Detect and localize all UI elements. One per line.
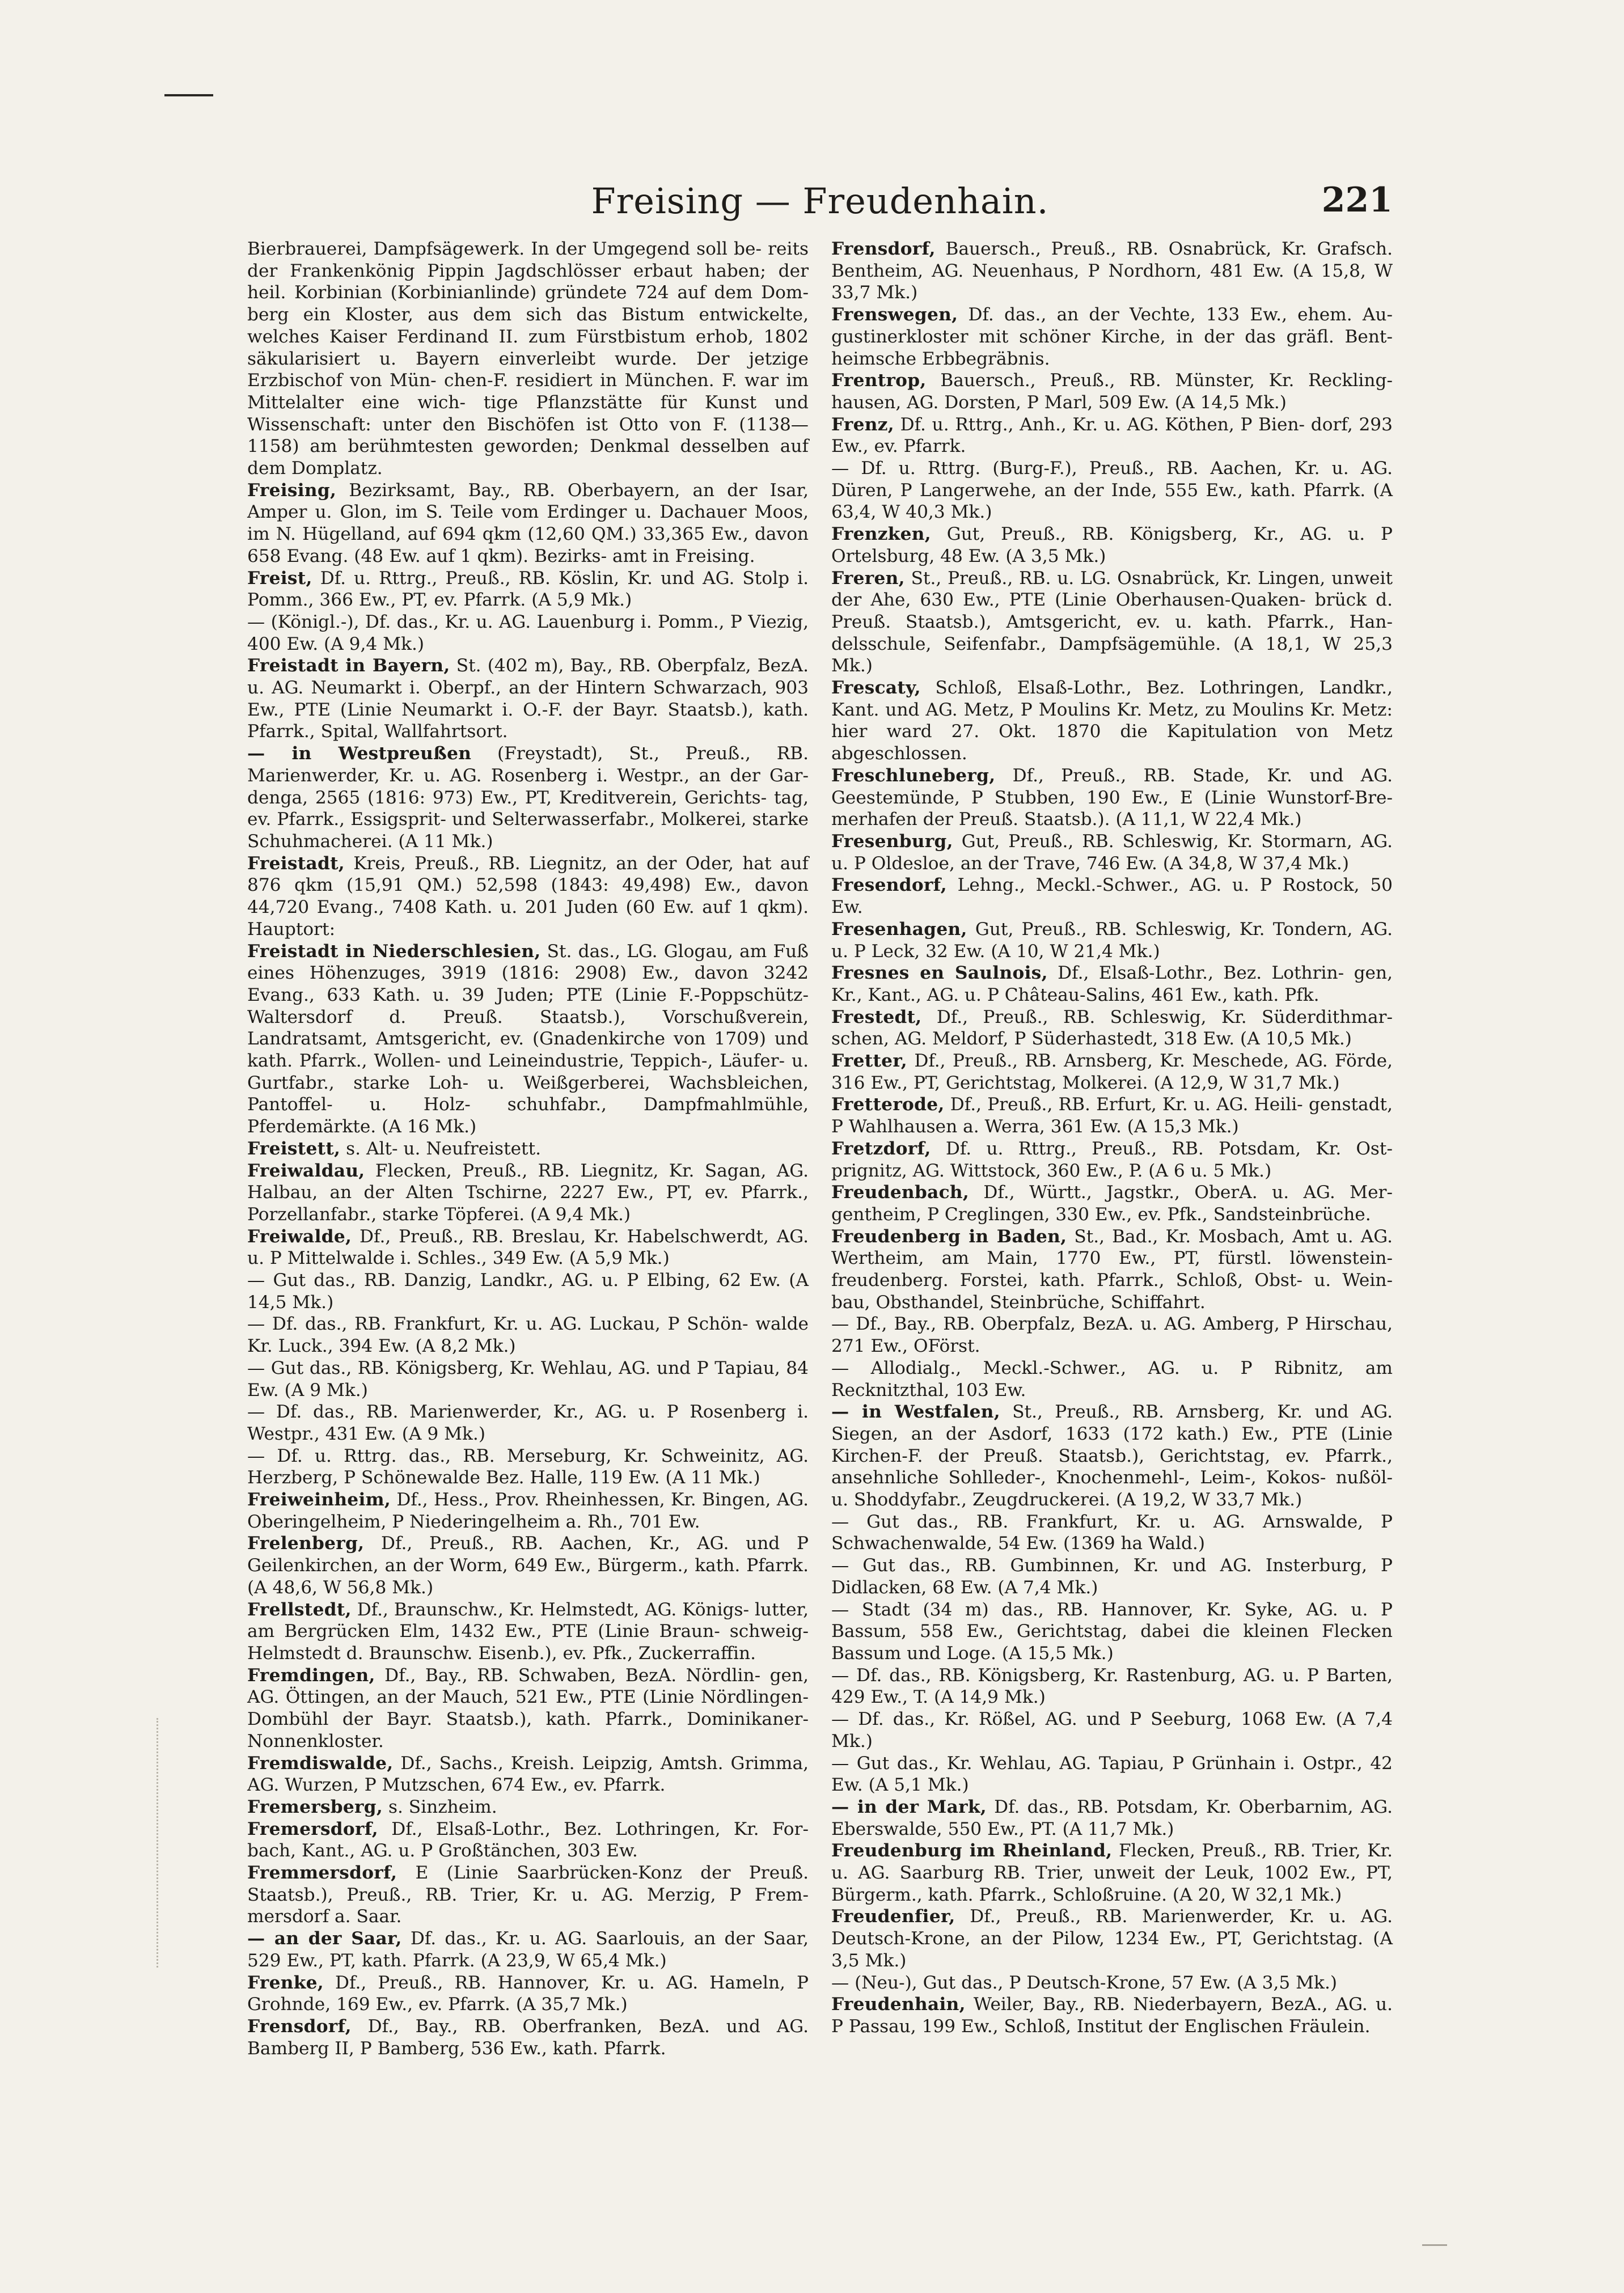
gazetteer-entry bbox=[831, 1796, 1393, 1840]
entry-headword: Freudenburg im Rheinland, bbox=[831, 1841, 1113, 1862]
gazetteer-entry bbox=[831, 874, 1393, 918]
gazetteer-entry bbox=[247, 1401, 809, 1445]
entry-headword: Fremmersdorf, bbox=[247, 1863, 397, 1884]
entry-text: Df., Preuß., RB. Aachen, Kr., AG. und P Geilenkirchen, an der Worm, 649 Ew., Bürgerm., kath. Pfarrk. (A 48,6, W 56,8 Mk.) bbox=[247, 1533, 809, 1598]
entry-text: — Gut das., RB. Frankfurt, Kr. u. AG. Arnswalde, P Schwachenwalde, 54 Ew. (1369 ha Wald.) bbox=[831, 1511, 1393, 1554]
entry-text: — Df., Bay., RB. Oberpfalz, BezA. u. AG. Amberg, P Hirschau, 271 Ew., OFörst. bbox=[831, 1314, 1393, 1357]
entry-text: Kreis, Preuß., RB. Liegnitz, an der Oder, hat auf 876 qkm (15,91 QM.) 52,598 (1843: 49,498) Ew., davon 44,720 Evang., 7408 Kath. u. 201 Juden (60 Ew. auf 1 qkm). Hauptort: bbox=[247, 853, 809, 940]
gazetteer-entry bbox=[247, 941, 809, 1138]
gazetteer-entry bbox=[831, 1006, 1393, 1050]
entry-headword: Fretterode, bbox=[831, 1094, 945, 1115]
entry-headword: Frenzken, bbox=[831, 524, 931, 545]
entry-text: St. (402 m), Bay., RB. Oberpfalz, BezA. u. AG. Neumarkt i. Oberpf., an der Hintern Schwarzach, 903 Ew., PTE (Linie Neumarkt i. O.-F. der Bayr. Staatsb.), kath. Pfarrk., Spital, Wallfahrtsort. bbox=[247, 655, 809, 742]
entry-text: Df., Preuß., RB. Breslau, Kr. Habelschwerdt, AG. u. P Mittelwalde i. Schles., 349 Ew. (A 5,9 Mk.) bbox=[247, 1226, 809, 1269]
entry-text: — Stadt (34 m) das., RB. Hannover, Kr. Syke, AG. u. P Bassum, 558 Ew., Gerichtstag, dabei die kleinen Flecken Bassum und Loge. (A 15,5 Mk.) bbox=[831, 1599, 1393, 1664]
gazetteer-entry bbox=[247, 1796, 809, 1818]
entry-headword: Fretzdorf, bbox=[831, 1138, 931, 1159]
gazetteer-entry bbox=[831, 1840, 1393, 1906]
entry-text: — Gut das., RB. Danzig, Landkr., AG. u. P Elbing, 62 Ew. (A 14,5 Mk.) bbox=[247, 1270, 809, 1313]
entry-headword: Freudenbach, bbox=[831, 1182, 970, 1203]
gazetteer-entry bbox=[247, 480, 809, 568]
entry-headword: Fremdingen, bbox=[247, 1665, 375, 1686]
entry-headword: — in der Mark, bbox=[831, 1796, 987, 1817]
entry-text: — Allodialg., Meckl.-Schwer., AG. u. P Ribnitz, am Recknitzthal, 103 Ew. bbox=[831, 1357, 1393, 1401]
gazetteer-entry bbox=[831, 1094, 1393, 1137]
gazetteer-entry bbox=[247, 1270, 809, 1313]
entry-headword: Freren, bbox=[831, 568, 905, 589]
entry-text: — Df. u. Rttrg. (Burg-F.), Preuß., RB. Aachen, Kr. u. AG. Düren, P Langerwehe, an der Inde, 555 Ew., kath. Pfarrk. (A 63,4, W 40,3 Mk.) bbox=[831, 458, 1393, 523]
entry-text: s. Alt- u. Neufreistett. bbox=[340, 1138, 542, 1159]
left-column bbox=[247, 238, 809, 2059]
gazetteer-entry bbox=[831, 414, 1393, 458]
entry-text: Df., Braunschw., Kr. Helmstedt, AG. Königs- lutter, am Bergrücken Elm, 1432 Ew., PTE (Linie Braun- schweig-Helmstedt d. Braunschw. Eisenb.), ev. Pfk., Zuckerraffin. bbox=[247, 1599, 809, 1664]
gazetteer-entry bbox=[247, 1138, 809, 1160]
page-number: 221 bbox=[1321, 180, 1393, 220]
entry-headword: Fresendorf, bbox=[831, 875, 947, 896]
entry-headword: Freiwaldau, bbox=[247, 1160, 365, 1181]
entry-text: Df., Elsaß-Lothr., Bez. Lothringen, Kr. For- bach, Kant., AG. u. P Großtänchen, 303 Ew. bbox=[247, 1818, 809, 1862]
entry-text: Df., Preuß., RB. Hannover, Kr. u. AG. Hameln, P Grohnde, 169 Ew., ev. Pfarrk. (A 35,7 Mk.) bbox=[247, 1972, 809, 2015]
entry-text: — Df. u. Rttrg. das., RB. Merseburg, Kr. Schweinitz, AG. Herzberg, P Schönewalde Bez. Halle, 119 Ew. (A 11 Mk.) bbox=[247, 1445, 809, 1488]
gazetteer-entry bbox=[831, 1182, 1393, 1225]
entry-text: Df., Württ., Jagstkr., OberA. u. AG. Mer- gentheim, P Creglingen, 330 Ew., ev. Pfk., Sandsteinbrüche. bbox=[831, 1182, 1393, 1225]
entry-text: — Df. das., RB. Königsberg, Kr. Rastenburg, AG. u. P Barten, 429 Ew., T. (A 14,9 Mk.) bbox=[831, 1665, 1393, 1708]
entry-text: St., Preuß., RB. u. LG. Osnabrück, Kr. Lingen, unweit der Ahe, 630 Ew., PTE (Linie Oberhausen-Quaken- brück d. Preuß. Staatsb.), Amtsgericht, ev. u. kath. Pfarrk., Han- delsschule, Seifenfabr., Dampfsägemühle. (A 18,1, W 25,3 Mk.) bbox=[831, 568, 1393, 676]
entry-text: Df., Preuß., RB. Erfurt, Kr. u. AG. Heili- genstadt, P Wahlhausen a. Werra, 361 Ew. (A 15,3 Mk.) bbox=[831, 1094, 1393, 1137]
gazetteer-entry bbox=[831, 458, 1393, 523]
entry-headword: Freiweinheim, bbox=[247, 1490, 391, 1511]
gazetteer-entry bbox=[247, 1972, 809, 2016]
entry-headword: Freistadt in Niederschlesien, bbox=[247, 941, 541, 962]
entry-text: St., Preuß., RB. Arnsberg, Kr. und AG. Siegen, an der Asdorf, 1633 (172 kath.) Ew., PTE (Linie Kirchen-F. der Preuß. Staatsb.), Gerichtstag, ev. Pfarrk., ansehnliche Sohlleder-, Knochenmehl-, Leim-, Kokos- nußöl- u. Shoddyfabr., Zeugdruckerei. (A 19,2, W 33,7 Mk.) bbox=[831, 1402, 1393, 1511]
entry-headword: Fremersdorf, bbox=[247, 1818, 378, 1839]
gazetteer-entry bbox=[247, 743, 809, 853]
gazetteer-entry bbox=[247, 1226, 809, 1270]
entry-text: E (Linie Saarbrücken-Konz der Preuß. Staatsb.), Preuß., RB. Trier, Kr. u. AG. Merzig, P Frem- mersdorf a. Saar. bbox=[247, 1863, 809, 1927]
margin-scan-artifact bbox=[157, 1718, 160, 1968]
gazetteer-entry bbox=[831, 1994, 1393, 2037]
entry-text: Df. das., RB. Potsdam, Kr. Oberbarnim, AG. Eberswalde, 550 Ew., PT. (A 11,7 Mk.) bbox=[831, 1796, 1393, 1839]
entry-text: — Gut das., RB. Gumbinnen, Kr. und AG. Insterburg, P Didlacken, 68 Ew. (A 7,4 Mk.) bbox=[831, 1555, 1393, 1598]
gazetteer-entry bbox=[247, 1665, 809, 1753]
entry-headword: Freschluneberg, bbox=[831, 765, 996, 786]
entry-headword: Frescaty, bbox=[831, 678, 921, 699]
entry-text: Bauersch., Preuß., RB. Münster, Kr. Reckling- hausen, AG. Dorsten, P Marl, 509 Ew. (A 14,5 Mk.) bbox=[831, 370, 1393, 413]
entry-headword: Freist, bbox=[247, 568, 312, 589]
entry-headword: Frensdorf, bbox=[247, 2016, 352, 2037]
gazetteer-entry bbox=[247, 568, 809, 611]
gazetteer-entry bbox=[831, 568, 1393, 678]
gazetteer-entry bbox=[247, 1489, 809, 1533]
gazetteer-entry bbox=[831, 523, 1393, 567]
entry-text: Bauersch., Preuß., RB. Osnabrück, Kr. Grafsch. Bentheim, AG. Neuenhaus, P Nordhorn, 481 Ew. (A 15,8, W 33,7 Mk.) bbox=[831, 239, 1393, 303]
entry-text: Flecken, Preuß., RB. Liegnitz, Kr. Sagan, AG. Halbau, an der Alten Tschirne, 2227 Ew., PT, ev. Pfarrk., Porzellanfabr., starke Töpferei. (A 9,4 Mk.) bbox=[247, 1160, 809, 1225]
gazetteer-entry bbox=[831, 1511, 1393, 1555]
entry-text: Df. das., an der Vechte, 133 Ew., ehem. Au- gustinerkloster mit schöner Kirche, in der das gräfl. Bent- heimsche Erbbegräbnis. bbox=[831, 304, 1393, 369]
entry-text: Df. u. Rttrg., Preuß., RB. Potsdam, Kr. Ost- prignitz, AG. Wittstock, 360 Ew., P. (A 6 u. 5 Mk.) bbox=[831, 1138, 1393, 1181]
entry-text: Df., Bay., RB. Schwaben, BezA. Nördlin- gen, AG. Öttingen, an der Mauch, 521 Ew., PTE (Linie Nördlingen-Dombühl der Bayr. Staatsb.), kath. Pfarrk., Dominikaner-Nonnenkloster. bbox=[247, 1665, 809, 1752]
gazetteer-entry bbox=[247, 1818, 809, 1862]
gazetteer-entry bbox=[831, 1665, 1393, 1708]
entry-text: Df. u. Rttrg., Preuß., RB. Köslin, Kr. und AG. Stolp i. Pomm., 366 Ew., PT, ev. Pfarrk. (A 5,9 Mk.) bbox=[247, 568, 809, 611]
gazetteer-entry bbox=[247, 1533, 809, 1598]
entry-text: Weiler, Bay., RB. Niederbayern, BezA., AG. u. P Passau, 199 Ew., Schloß, Institut der Englischen Fräulein. bbox=[831, 1994, 1393, 2037]
entry-headword: Freising, bbox=[247, 480, 337, 501]
entry-headword: Fresenburg, bbox=[831, 831, 953, 852]
gazetteer-entry bbox=[247, 853, 809, 941]
gazetteer-entry bbox=[247, 1753, 809, 1796]
gazetteer-entry bbox=[247, 2016, 809, 2059]
entry-headword: Frenz, bbox=[831, 414, 894, 435]
gazetteer-entry bbox=[247, 1862, 809, 1928]
gazetteer-entry bbox=[831, 1599, 1393, 1665]
entry-text: Df., Bay., RB. Oberfranken, BezA. und AG. Bamberg II, P Bamberg, 536 Ew., kath. Pfarrk. bbox=[247, 2016, 809, 2059]
scan-edge-mark bbox=[164, 94, 213, 96]
entry-headword: Freistett, bbox=[247, 1138, 341, 1159]
entry-headword: Frellstedt, bbox=[247, 1599, 352, 1620]
gazetteer-entry bbox=[247, 1313, 809, 1357]
entry-headword: — an der Saar, bbox=[247, 1928, 402, 1949]
gazetteer-entry bbox=[831, 1555, 1393, 1598]
entry-headword: Frenswegen, bbox=[831, 304, 958, 325]
gazetteer-entry bbox=[831, 238, 1393, 304]
entry-text: — Df. das., RB. Marienwerder, Kr., AG. u. P Rosenberg i. Westpr., 431 Ew. (A 9 Mk.) bbox=[247, 1402, 809, 1444]
entry-text: (Freystadt), St., Preuß., RB. Marienwerder, Kr. u. AG. Rosenberg i. Westpr., an der Gar- denga, 2565 (1816: 973) Ew., PT, Kreditverein, Gerichts- tag, ev. Pfarrk., Essigsprit- und Selterwasserfabr., Molkerei, starke Schuhmacherei. (A 11 Mk.) bbox=[247, 743, 809, 852]
gazetteer-entry bbox=[831, 919, 1393, 962]
corner-scan-mark bbox=[1422, 2244, 1447, 2246]
entry-text: St. das., LG. Glogau, am Fuß eines Höhenzuges, 3919 (1816: 2908) Ew., davon 3242 Evang., 633 Kath. u. 39 Juden; PTE (Linie F.-Poppschütz- Waltersdorf d. Preuß. Staatsb.), Vorschußverein, Landratsamt, Amtsgericht, ev. (Gnadenkirche von 1709) und kath. Pfarrk., Wollen- und Leineindustrie, Teppich-, Läufer- u. Gurtfabr., starke Loh- u. Weißgerberei, Wachsbleichen, Pantoffel- u. Holz- schuhfabr., Dampfmahlmühle, Pferdemärkte. (A 16 Mk.) bbox=[247, 941, 809, 1137]
entry-headword: Fresnes en Saulnois, bbox=[831, 963, 1048, 984]
gazetteer-entry bbox=[831, 677, 1393, 765]
entry-text: Df. das., Kr. u. AG. Saarlouis, an der Saar, 529 Ew., PT, kath. Pfarrk. (A 23,9, W 65,4 Mk.) bbox=[247, 1928, 809, 1971]
gazetteer-entry bbox=[247, 1928, 809, 1972]
gazetteer-entry bbox=[247, 1599, 809, 1665]
entry-headword: Frensdorf, bbox=[831, 239, 936, 259]
entry-headword: Frenke, bbox=[247, 1972, 324, 1993]
entry-text: St., Bad., Kr. Mosbach, Amt u. AG. Wertheim, am Main, 1770 Ew., PT, fürstl. löwenstein- freudenberg. Forstei, kath. Pfarrk., Schloß, Obst- u. Wein- bau, Obsthandel, Steinbrüche, Schiffahrt. bbox=[831, 1226, 1393, 1313]
entry-headword: Freudenhain, bbox=[831, 1994, 966, 2015]
entry-headword: Freistadt, bbox=[247, 853, 345, 874]
entry-text: Gut, Preuß., RB. Schleswig, Kr. Stormarn, AG. u. P Oldesloe, an der Trave, 746 Ew. (A 34,8, W 37,4 Mk.) bbox=[831, 831, 1393, 874]
entry-text: Df., Preuß., RB. Arnsberg, Kr. Meschede, AG. Förde, 316 Ew., PT, Gerichtstag, Molkerei. (A 12,9, W 31,7 Mk.) bbox=[831, 1051, 1393, 1093]
entry-headword: Fremersberg, bbox=[247, 1796, 383, 1817]
gazetteer-entry bbox=[831, 370, 1393, 413]
entry-headword: Freiwalde, bbox=[247, 1226, 352, 1247]
entry-text: Df., Preuß., RB. Marienwerder, Kr. u. AG. Deutsch-Krone, an der Pilow, 1234 Ew., PT, Gerichtstag. (A 3,5 Mk.) bbox=[831, 1906, 1393, 1971]
entry-headword: Freistadt in Bayern, bbox=[247, 655, 450, 676]
gazetteer-entry bbox=[247, 655, 809, 743]
entry-headword: — in Westpreußen bbox=[247, 743, 472, 764]
gazetteer-entry bbox=[831, 1972, 1393, 1994]
entry-headword: Frentrop, bbox=[831, 370, 927, 391]
entry-text: Df., Sachs., Kreish. Leipzig, Amtsh. Grimma, AG. Wurzen, P Mutzschen, 674 Ew., ev. Pfarrk. bbox=[247, 1753, 809, 1796]
entry-text: — Gut das., Kr. Wehlau, AG. Tapiau, P Grünhain i. Ostpr., 42 Ew. (A 5,1 Mk.) bbox=[831, 1753, 1393, 1796]
entry-text: Bezirksamt, Bay., RB. Oberbayern, an der Isar, Amper u. Glon, im S. Teile vom Erdinger u. Dachauer Moos, im N. Hügelland, auf 694 qkm (12,60 QM.) 33,365 Ew., davon 658 Evang. (48 Ew. auf 1 qkm). Bezirks- amt in Freising. bbox=[247, 480, 809, 566]
entry-text: — Df. das., Kr. Rößel, AG. und P Seeburg, 1068 Ew. (A 7,4 Mk.) bbox=[831, 1709, 1393, 1752]
gazetteer-entry bbox=[831, 304, 1393, 370]
entry-text: — Df. das., RB. Frankfurt, Kr. u. AG. Luckau, P Schön- walde Kr. Luck., 394 Ew. (A 8,2 Mk.) bbox=[247, 1314, 809, 1357]
entry-text: Df., Hess., Prov. Rheinhessen, Kr. Bingen, AG. Oberingelheim, P Niederingelheim a. Rh., 701 Ew. bbox=[247, 1490, 809, 1532]
gazetteer-entry bbox=[831, 962, 1393, 1006]
entry-text: Df., Preuß., RB. Stade, Kr. und AG. Geestemünde, P Stubben, 190 Ew., E (Linie Wunstorf-Bre- merhafen der Preuß. Staatsb.). (A 11,1, W 22,4 Mk.) bbox=[831, 765, 1393, 830]
entry-text: Gut, Preuß., RB. Schleswig, Kr. Tondern, AG. u. P Leck, 32 Ew. (A 10, W 21,4 Mk.) bbox=[831, 919, 1393, 962]
gazetteer-entry bbox=[247, 1445, 809, 1489]
entry-headword: — in Westfalen, bbox=[831, 1402, 1000, 1423]
entry-headword: Frestedt, bbox=[831, 1006, 922, 1027]
gazetteer-entry bbox=[831, 1357, 1393, 1401]
gazetteer-entry bbox=[831, 1313, 1393, 1357]
gazetteer-entry bbox=[831, 1138, 1393, 1182]
entry-text: Schloß, Elsaß-Lothr., Bez. Lothringen, Landkr., Kant. und AG. Metz, P Moulins Kr. Metz, zu Moulins Kr. Metz: hier ward 27. Okt. 1870 die Kapitulation von Metz abgeschlossen. bbox=[831, 678, 1393, 764]
entry-headword: Fretter, bbox=[831, 1051, 907, 1072]
gazetteer-entry bbox=[831, 1226, 1393, 1314]
entry-text: Flecken, Preuß., RB. Trier, Kr. u. AG. Saarburg RB. Trier, unweit der Leuk, 1002 Ew., PT, Bürgerm., kath. Pfarrk., Schloßruine. (A 20, W 32,1 Mk.) bbox=[831, 1841, 1393, 1905]
entry-text: Df. u. Rttrg., Anh., Kr. u. AG. Köthen, P Bien- dorf, 293 Ew., ev. Pfarrk. bbox=[831, 414, 1393, 457]
gazetteer-entry bbox=[247, 611, 809, 655]
gazetteer-entry bbox=[831, 1401, 1393, 1511]
entry-text: — (Königl.-), Df. das., Kr. u. AG. Lauenburg i. Pomm., P Viezig, 400 Ew. (A 9,4 Mk.) bbox=[247, 611, 809, 654]
right-column bbox=[831, 238, 1393, 2038]
gazetteer-entry bbox=[247, 1357, 809, 1401]
entry-text: Gut, Preuß., RB. Königsberg, Kr., AG. u. P Ortelsburg, 48 Ew. (A 3,5 Mk.) bbox=[831, 524, 1393, 566]
gazetteer-entry bbox=[247, 238, 809, 480]
gazetteer-entry bbox=[831, 1708, 1393, 1752]
entry-headword: Fresenhagen, bbox=[831, 919, 967, 940]
gazetteer-entry bbox=[831, 1050, 1393, 1094]
entry-text: Df., Elsaß-Lothr., Bez. Lothrin- gen, Kr., Kant., AG. u. P Château-Salins, 461 Ew., kath. Pfk. bbox=[831, 963, 1393, 1005]
gazetteer-entry bbox=[831, 1906, 1393, 1972]
page-title: Freising — Freudenhain. bbox=[591, 180, 1049, 222]
entry-headword: Frelenberg, bbox=[247, 1533, 365, 1554]
gazetteer-entry bbox=[831, 765, 1393, 831]
entry-text: s. Sinzheim. bbox=[383, 1796, 497, 1817]
gazetteer-entry bbox=[247, 1160, 809, 1226]
gazetteer-entry bbox=[831, 831, 1393, 874]
entry-headword: Fremdiswalde, bbox=[247, 1753, 394, 1774]
entry-text: Df., Preuß., RB. Schleswig, Kr. Süderdithmar- schen, AG. Meldorf, P Süderhastedt, 318 Ew. (A 10,5 Mk.) bbox=[831, 1006, 1393, 1050]
entry-text: — (Neu-), Gut das., P Deutsch-Krone, 57 Ew. (A 3,5 Mk.) bbox=[831, 1972, 1338, 1993]
gazetteer-entry bbox=[831, 1753, 1393, 1796]
page-header bbox=[247, 180, 1393, 231]
entry-text: — Gut das., RB. Königsberg, Kr. Wehlau, AG. und P Tapiau, 84 Ew. (A 9 Mk.) bbox=[247, 1357, 809, 1401]
entry-text: Lehng., Meckl.-Schwer., AG. u. P Rostock, 50 Ew. bbox=[831, 875, 1393, 918]
entry-headword: Freudenberg in Baden, bbox=[831, 1226, 1067, 1247]
entry-headword: Freudenfier, bbox=[831, 1906, 955, 1927]
entry-text: Bierbrauerei, Dampfsägewerk. In der Umgegend soll be- reits der Frankenkönig Pippin Jagdschlösser erbaut haben; der heil. Korbinian (Korbinianlinde) gründete 724 auf dem Dom- berg ein Kloster, aus dem sich das Bistum entwickelte, welches Kaiser Ferdinand II. zum Fürstbistum erhob, 1802 säkularisiert u. Bayern einverleibt wurde. Der jetzige Erzbischof von Mün- chen-F. residiert in München. F. war im Mittelalter eine wich- tige Pflanzstätte für Kunst und Wissenschaft: unter den Bischöfen ist Otto von F. (1138—1158) am berühmtesten geworden; Denkmal desselben auf dem Domplatz. bbox=[247, 239, 809, 479]
